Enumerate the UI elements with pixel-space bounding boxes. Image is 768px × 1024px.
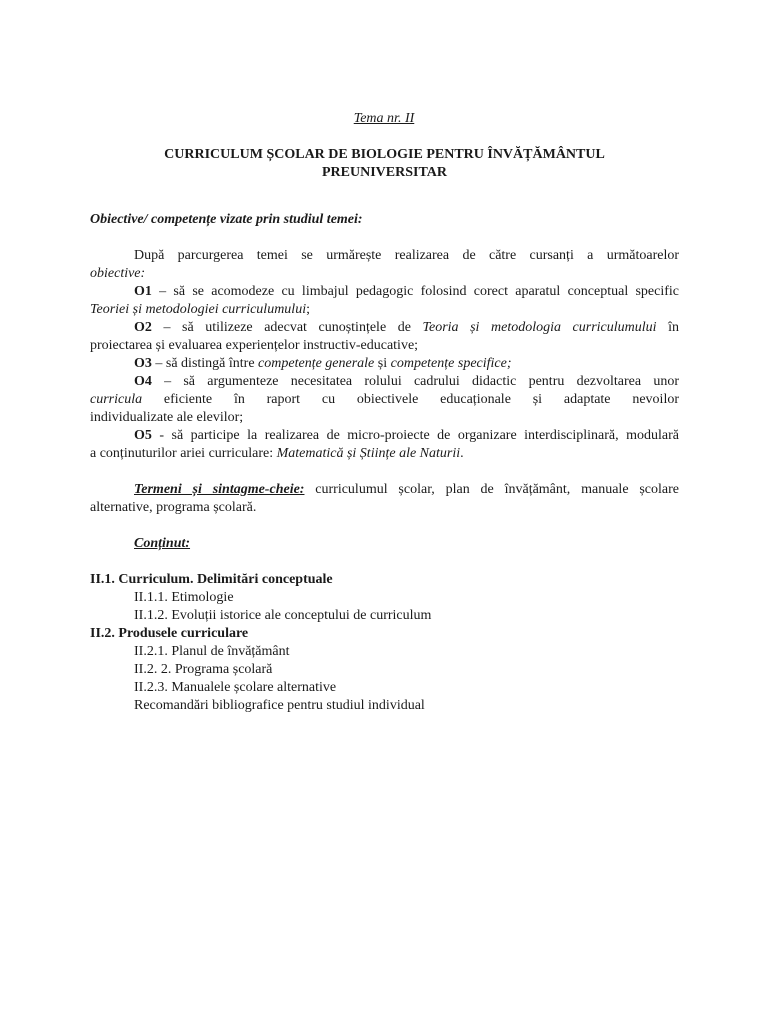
- objective-o4-line-1: [134, 373, 679, 391]
- topic-label: Tema nr. II: [353, 111, 415, 126]
- objective-o2-italic: Teoria și metodologia curriculumului: [422, 320, 657, 335]
- objective-o3-italic-a: competențe generale: [258, 356, 375, 371]
- objective-o3-line-1: [134, 355, 679, 373]
- objective-o5-line-2: [90, 445, 679, 463]
- subsection-ii-2-3: II.2.3. Manualele școlare alternative: [134, 680, 337, 695]
- objective-o5-code: O5: [134, 428, 152, 443]
- objective-o4-code: O4: [134, 374, 152, 389]
- keywords-line-2: alternative, programa școlară.: [90, 500, 257, 515]
- title-line-2: PREUNIVERSITAR: [322, 165, 447, 180]
- objective-o4-line-2: [90, 391, 679, 409]
- bibliography-recommendations: Recomandări bibliografice pentru studiul individual: [134, 698, 425, 713]
- objective-o4-line-3: individualizate ale elevilor;: [90, 410, 244, 425]
- keywords-text: curriculumul școlar, plan de învățământ, manuale școlare: [304, 482, 679, 497]
- content-heading-wrap: [134, 535, 679, 553]
- objective-o1-text: – să se acomodeze cu limbajul pedagogic folosind corect aparatul conceptual specific: [151, 284, 679, 299]
- objective-o3-text-a: – să distingă între: [151, 356, 259, 371]
- keywords-line-1: [134, 481, 679, 499]
- subsection-ii-1-1: II.1.1. Etimologie: [134, 590, 234, 605]
- objective-o1-code: O1: [134, 284, 152, 299]
- objectives-intro-line-2: obiective:: [90, 266, 146, 281]
- objective-o5-text-a: a conținuturilor ariei curriculare:: [90, 446, 277, 461]
- objective-o3-italic-b: competențe specifice;: [390, 356, 512, 371]
- subsection-ii-1-2: II.1.2. Evoluții istorice ale conceptului de curriculum: [134, 608, 432, 623]
- objectives-intro-line-1: După parcurgerea temei se urmărește realizarea de către cursanți a următoarelor: [134, 248, 679, 263]
- objective-o1-line-2: [90, 301, 679, 319]
- objective-o1-line-1: [134, 283, 679, 301]
- objective-o4-italic: curricula: [90, 392, 143, 407]
- objective-o2-line-2: proiectarea și evaluarea experiențelor instructiv-educative;: [90, 338, 419, 353]
- subsection-ii-2-1: II.2.1. Planul de învățământ: [134, 644, 290, 659]
- content-heading: Conținut:: [134, 536, 191, 551]
- objective-o2-line-1: [134, 319, 679, 337]
- objective-o5-tail: .: [460, 446, 464, 461]
- keywords-label: Termeni și sintagme-cheie:: [134, 482, 305, 497]
- objectives-heading: Obiective/ competențe vizate prin studiul temei:: [90, 212, 363, 227]
- subsection-ii-2-2: II.2. 2. Programa școlară: [134, 662, 273, 677]
- objective-o5-text: - să participe la realizarea de micro-proiecte de organizare interdisciplinară, modulară: [151, 428, 679, 443]
- objective-o3-mid: și: [374, 356, 391, 371]
- section-title-ii-2: II.2. Produsele curriculare: [90, 626, 249, 641]
- objective-o5-italic: Matematică și Științe ale Naturii: [276, 446, 461, 461]
- objective-o5-line-1: [134, 427, 679, 445]
- objective-o3-code: O3: [134, 356, 152, 371]
- objective-o1-italic: Teoriei și metodologiei curriculumului: [90, 302, 307, 317]
- objective-o4-text: – să argumenteze necesitatea rolului cadrului didactic pentru dezvoltarea unor: [151, 374, 679, 389]
- section-title-ii-1: II.1. Curriculum. Delimitări conceptuale: [90, 572, 333, 587]
- objective-o2-code: O2: [134, 320, 152, 335]
- objective-o2-text-b: în: [656, 320, 679, 335]
- objective-o2-text-a: – să utilizeze adecvat cunoștințele de: [151, 320, 423, 335]
- title-line-1: CURRICULUM ȘCOLAR DE BIOLOGIE PENTRU ÎNVĂȚĂMÂNTUL: [164, 147, 605, 162]
- objective-o4-tail: eficiente în raport cu obiectivele educaționale și adaptate nevoilor: [142, 392, 679, 407]
- objective-o1-tail: ;: [306, 302, 310, 317]
- topic-label-wrap: [0, 110, 768, 128]
